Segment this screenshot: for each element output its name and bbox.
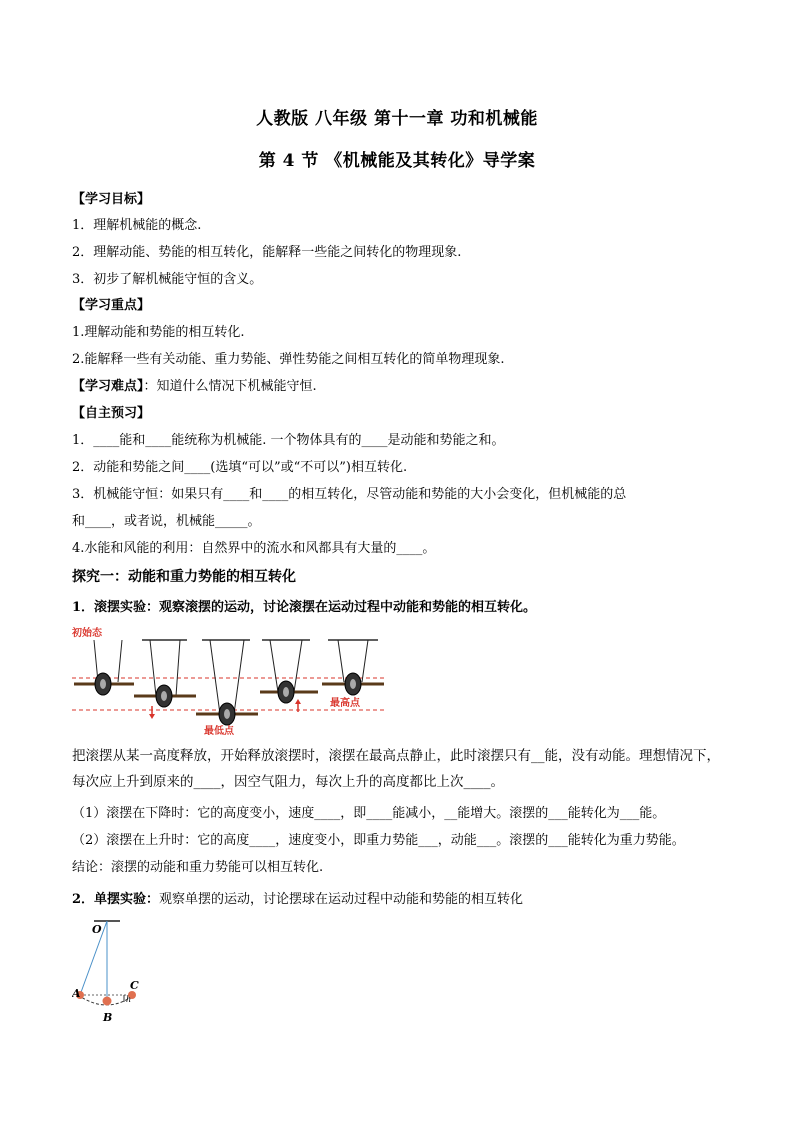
descend-item: （1）滚摆在下降时：它的高度变小，速度____，即____能减小，__能增大。滚摆的___能转化为___能。: [72, 806, 666, 821]
ascend-item: （2）滚摆在上升时：它的高度____，速度变小，即重力势能___，动能___。滚摆的___能转化为重力势能。: [72, 833, 685, 848]
document-title: 人教版 八年级 第十一章 功和机械能: [256, 109, 538, 129]
goals-heading: 【学习目标】: [72, 192, 151, 207]
preview-item: 4.水能和风能的利用：自然界中的流水和风都具有大量的____。: [72, 541, 436, 556]
preview-item: 1．____能和____能统称为机械能. 一个物体具有的____是动能和势能之和。: [72, 433, 505, 448]
keypoint-item: 2.能解释一些有关动能、重力势能、弹性势能之间相互转化的简单物理现象.: [72, 352, 505, 367]
explore1-heading: 探究一：动能和重力势能的相互转化: [72, 569, 296, 585]
document-subtitle: 第 4 节 《机械能及其转化》导学案: [258, 151, 536, 171]
label-highest: 最高点: [330, 698, 360, 709]
conclusion: 结论：滚摆的动能和重力势能可以相互转化.: [72, 860, 324, 875]
goal-item: 2．理解动能、势能的相互转化，能解释一些能之间转化的物理现象.: [72, 245, 462, 260]
preview-item: 3．机械能守恒：如果只有____和____的相互转化，尽管动能和势能的大小会变化，但机械能的总: [72, 487, 627, 502]
exp1-heading: 1．滚摆实验：观察滚摆的运动，讨论滚摆在运动过程中动能和势能的相互转化。: [72, 600, 537, 615]
simple-pendulum-figure: [72, 915, 152, 1030]
label-c: C: [130, 979, 139, 992]
yoyo-pendulum-figure: [72, 626, 392, 738]
difficulty-line: [72, 375, 317, 394]
goal-item: 3．初步了解机械能守恒的含义。: [72, 272, 263, 287]
explore1-paragraph: 把滚摆从某一高度释放，开始释放滚摆时，滚摆在最高点静止，此时滚摆只有__能，没有动能。理想情况下，每次应上升到原来的____，因空气阻力，每次上升的高度都比上次____。: [72, 748, 720, 790]
exp2-heading: 2．单摆实验：: [72, 892, 160, 907]
label-lowest: 最低点: [204, 726, 234, 737]
label-initial: 初始态: [72, 628, 102, 639]
label-h: h: [126, 995, 132, 1004]
exp2-text: 观察单摆的运动，讨论摆球在运动过程中动能和势能的相互转化: [159, 892, 524, 907]
preview-item: 2．动能和势能之间____(选填“可以”或“不可以”)相互转化.: [72, 460, 408, 475]
difficulty-heading: 【学习难点】: [72, 379, 144, 394]
keypoints-heading: 【学习重点】: [72, 298, 151, 313]
preview-item: 和____，或者说，机械能_____。: [72, 514, 261, 529]
difficulty-text: ：知道什么情况下机械能守恒.: [143, 379, 317, 394]
goal-item: 1．理解机械能的概念.: [72, 218, 202, 233]
exp2-line: [72, 888, 523, 907]
keypoint-item: 1.理解动能和势能的相互转化.: [72, 325, 245, 340]
label-o: O: [92, 923, 102, 936]
label-a: A: [72, 987, 81, 1000]
label-b: B: [103, 1011, 113, 1024]
preview-heading: 【自主预习】: [72, 406, 151, 421]
